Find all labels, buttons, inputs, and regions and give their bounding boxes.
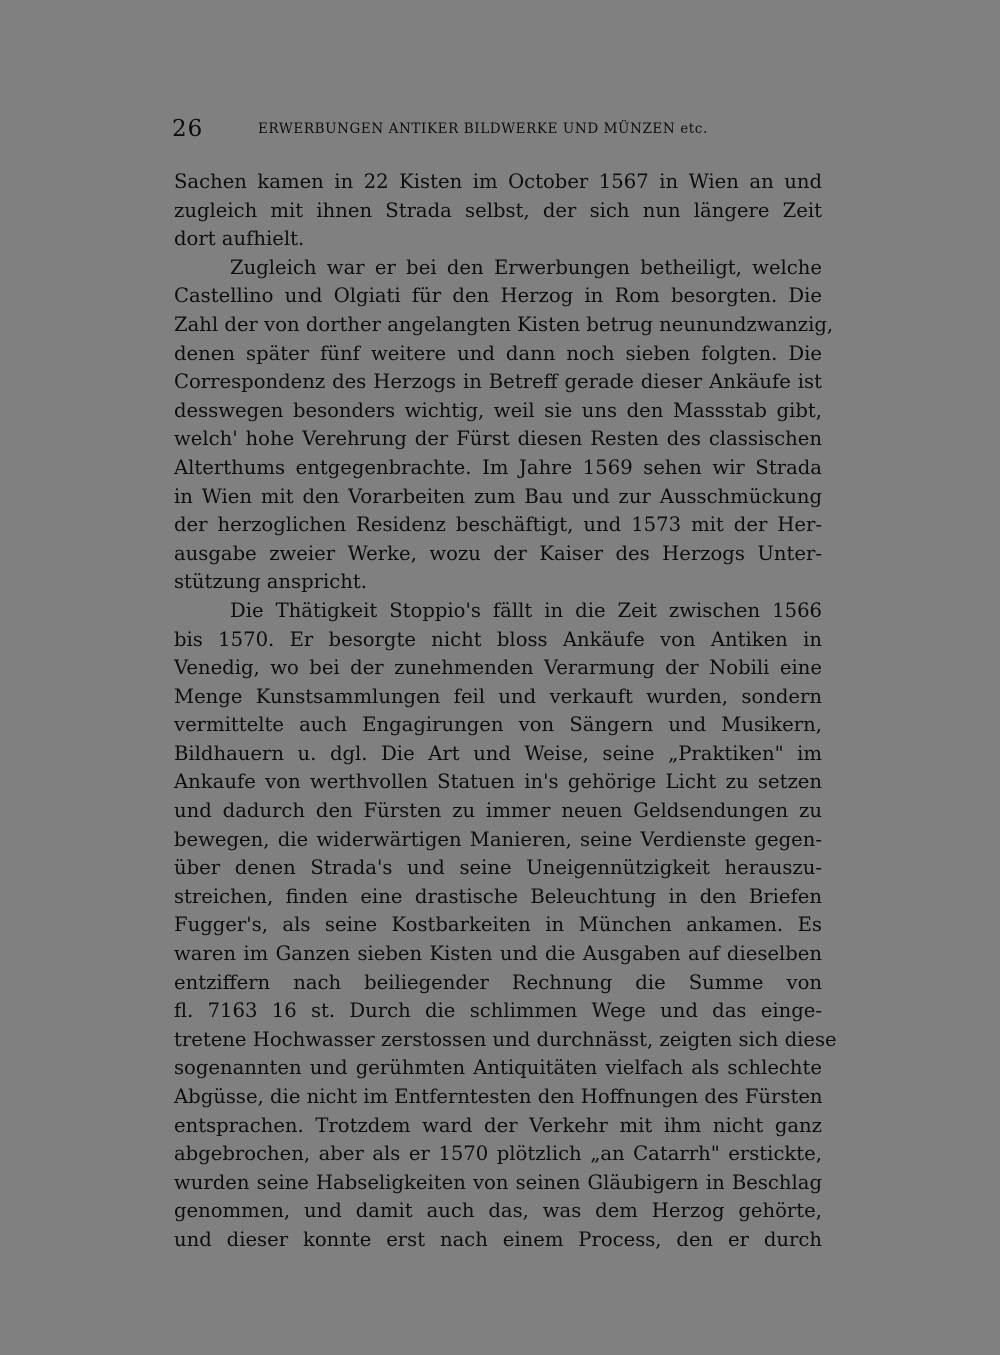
- text-line: entsprachen. Trotzdem ward der Verkehr mit ihm nicht ganz: [174, 1113, 822, 1137]
- text-line: vermittelte auch Engagirungen von Sängern und Musikern,: [174, 713, 822, 737]
- text-line: der herzoglichen Residenz beschäftigt, und 1573 mit der Her-: [174, 513, 822, 537]
- text-line: Alterthums entgegenbrachte. Im Jahre 1569 sehen wir Strada: [174, 455, 822, 479]
- text-line: Menge Kunstsammlungen feil und verkauft wurden, sondern: [174, 684, 822, 708]
- text-line: entziffern nach beiliegender Rechnung die Summe von: [174, 970, 822, 994]
- text-line: Zugleich war er bei den Erwerbungen betheiligt, welche: [230, 255, 822, 279]
- text-line: fl. 7163 16 st. Durch die schlimmen Wege und das einge-: [174, 999, 822, 1023]
- text-line: streichen, finden eine drastische Beleuchtung in den Briefen: [174, 884, 822, 908]
- text-line: und dadurch den Fürsten zu immer neuen Geldsendungen zu: [174, 799, 822, 823]
- text-line: ausgabe zweier Werke, wozu der Kaiser des Herzogs Unter-: [174, 541, 822, 565]
- text-line: Bildhauern u. dgl. Die Art und Weise, seine „Praktiken" im: [174, 741, 822, 765]
- text-line: bis 1570. Er besorgte nicht bloss Ankäufe von Antiken in: [174, 627, 822, 651]
- text-line: wurden seine Habseligkeiten von seinen Gläubigern in Beschlag: [174, 1170, 822, 1194]
- text-line: Fugger's, als seine Kostbarkeiten in München ankamen. Es: [174, 913, 822, 937]
- text-line: Ankaufe von werthvollen Statuen in's gehörige Licht zu setzen: [174, 770, 822, 794]
- text-line: Sachen kamen in 22 Kisten im October 1567 in Wien an und: [174, 170, 822, 193]
- running-head: ERWERBUNGEN ANTIKER BILDWERKE UND MÜNZEN etc.: [258, 121, 708, 137]
- text-line: abgebrochen, aber als er 1570 plötzlich „an Catarrh" erstickte,: [174, 1142, 822, 1166]
- text-line: bewegen, die widerwärtigen Manieren, seine Verdienste gegen-: [174, 827, 822, 851]
- page-number: 26: [172, 116, 204, 142]
- text-line: genommen, und damit auch das, was dem Herzog gehörte,: [174, 1199, 822, 1223]
- text-line: tretene Hochwasser zerstossen und durchnässt, zeigten sich diese: [174, 1027, 837, 1051]
- text-line: Abgüsse, die nicht im Entferntesten den Hoffnungen des Fürsten: [174, 1085, 823, 1108]
- text-line: und dieser konnte erst nach einem Process, den er durch: [174, 1227, 822, 1251]
- page-header: [172, 115, 832, 143]
- text-line: dort aufhielt.: [174, 227, 305, 251]
- text-line: über denen Strada's und seine Uneigennützigkeit herauszu-: [174, 856, 822, 880]
- text-line: zugleich mit ihnen Strada selbst, der sich nun längere Zeit: [174, 198, 822, 222]
- text-line: stützung anspricht.: [174, 570, 367, 594]
- text-line: Castellino und Olgiati für den Herzog in Rom besorgten. Die: [174, 284, 822, 308]
- text-line: waren im Ganzen sieben Kisten und die Ausgaben auf dieselben: [174, 942, 822, 966]
- text-line: Correspondenz des Herzogs in Betreff gerade dieser Ankäufe ist: [174, 370, 822, 394]
- text-line: Zahl der von dorther angelangten Kisten betrug neunundzwanzig,: [174, 312, 834, 336]
- text-line: Venedig, wo bei der zunehmenden Verarmung der Nobili eine: [174, 656, 822, 680]
- body-text: [174, 168, 837, 1255]
- text-line: Die Thätigkeit Stoppio's fällt in die Zeit zwischen 1566: [230, 598, 822, 622]
- text-line: welch' hohe Verehrung der Fürst diesen Resten des classischen: [174, 427, 822, 451]
- text-line: denen später fünf weitere und dann noch sieben folgten. Die: [174, 341, 822, 365]
- text-line: desswegen besonders wichtig, weil sie uns den Massstab gibt,: [174, 398, 822, 422]
- text-line: sogenannten und gerühmten Antiquitäten vielfach als schlechte: [174, 1056, 822, 1080]
- text-line: in Wien mit den Vorarbeiten zum Bau und zur Ausschmückung: [174, 484, 822, 508]
